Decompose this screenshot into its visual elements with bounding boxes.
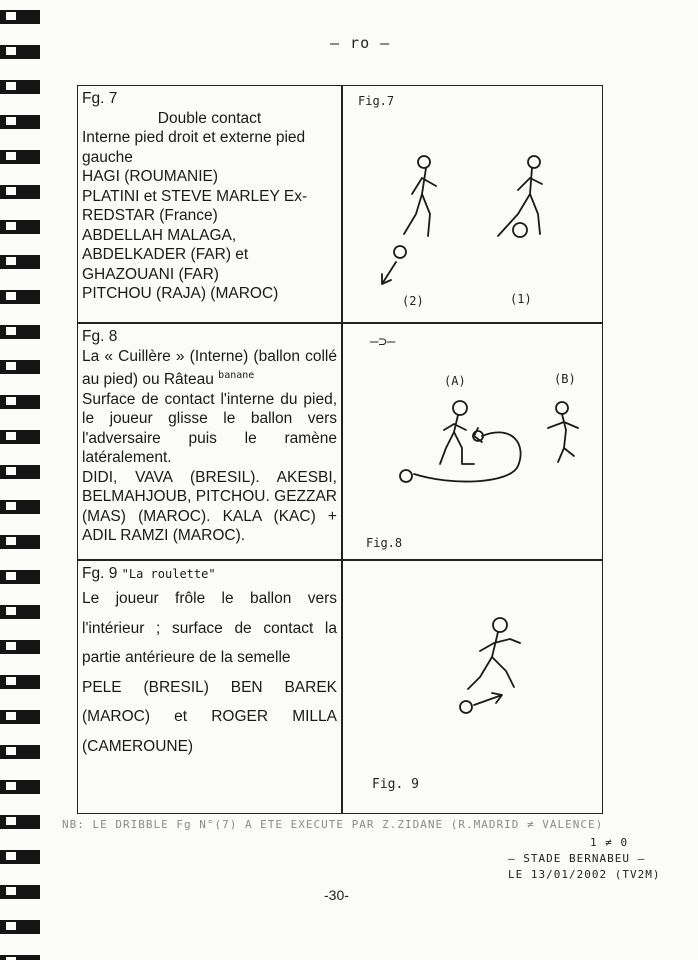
spiral-binding <box>0 0 40 960</box>
curved-arrow <box>414 428 521 482</box>
fig7-title: Double contact <box>157 109 262 127</box>
fig7-drawing-cell <box>342 86 604 322</box>
footnote-date: LE 13/01/2002 (TV2M) <box>508 868 661 881</box>
fig7-line: ABDELLAH MALAGA, ABDELKADER (FAR) et GHAZOUANI (FAR) <box>82 226 249 283</box>
ball <box>400 470 412 482</box>
player-body <box>440 415 474 464</box>
ball <box>394 246 406 258</box>
ball <box>460 701 472 713</box>
fig8-label: Fg. 8 <box>82 328 118 345</box>
player-body <box>498 168 542 236</box>
fig7-line: PLATINI et STEVE MARLEY Ex-REDSTAR (France) <box>82 187 308 224</box>
fig8-label-a: (A) <box>444 374 466 388</box>
fig8-caption: Fig.8 <box>366 536 403 550</box>
player-head <box>453 401 467 415</box>
fig8-handwritten-note: banane <box>218 370 255 381</box>
fig8-text-cell <box>78 324 340 559</box>
ball <box>513 223 527 237</box>
fig9-label-row <box>82 564 337 584</box>
fig9-text-cell <box>78 561 340 815</box>
player-body <box>404 168 436 236</box>
fig7-line: Interne pied droit et externe pied gauche <box>82 129 306 166</box>
footnote-stadium: – STADE BERNABEU – <box>508 852 646 865</box>
footnote-score: 1 ≠ 0 <box>590 836 629 849</box>
fig9-line: Le joueur frôle le ballon vers l'intérieur ; surface de contact la partie antérieure de la semelle <box>82 590 337 666</box>
fig8-line: La « Cuillère » (Interne) (ballon collé au pied) ou Râteau $^{banane}$ <box>82 347 337 389</box>
fig8-line: DIDI, VAVA (BRESIL). AKESBI, BELMAHJOUB, PITCHOU. GEZZAR (MAS) (MAROC). KALA (KAC) + ADIL RAMZI (MAROC). <box>82 468 337 545</box>
fig7-line: PITCHOU (RAJA) (MAROC) <box>82 285 279 302</box>
arrow <box>474 693 502 705</box>
player-head <box>528 156 540 168</box>
fig7-line: HAGI (ROUMANIE) <box>82 168 219 185</box>
fig7-caption: Fig.7 <box>358 94 395 108</box>
player-body <box>548 414 578 462</box>
fig7-text-cell <box>78 86 340 322</box>
fig8-drawing-cell <box>342 324 604 559</box>
figures-table <box>77 85 603 814</box>
fig8-sketch <box>342 324 604 559</box>
player-body <box>468 632 520 689</box>
arrow <box>382 262 396 284</box>
fig9-line: PELE (BRESIL) BEN BAREK (MAROC) et ROGER MILLA (CAMEROUNE) <box>82 678 337 755</box>
fig9-handwritten-title: "La roulette" <box>121 567 216 581</box>
top-handwritten-mark: – ro – <box>330 34 391 52</box>
fig8-top-mark: –⊃– <box>370 334 396 350</box>
fig7-sketch <box>342 86 604 322</box>
fig7-label: Fg. 7 <box>82 90 118 107</box>
player-head <box>418 156 430 168</box>
footnote-line: NB: LE DRIBBLE Fg N°(7) A ETE EXECUTE PAR Z.ZIDANE (R.MADRID ≠ VALENCE) <box>62 818 604 831</box>
fig9-label: Fg. 9 <box>82 565 118 582</box>
fig9-caption: Fig. 9 <box>372 777 419 792</box>
player-head <box>493 618 507 632</box>
fig8-line: Surface de contact l'interne du pied, le joueur glisse le ballon vers l'adversaire puis le ramène latéralement. <box>82 390 337 467</box>
fig9-drawing-cell <box>342 561 604 815</box>
fig7-label-1: (1) <box>510 292 532 306</box>
player-head <box>556 402 568 414</box>
fig8-label-b: (B) <box>554 372 576 386</box>
page-number: -30- <box>324 887 349 903</box>
fig7-label-2: (2) <box>402 294 424 308</box>
